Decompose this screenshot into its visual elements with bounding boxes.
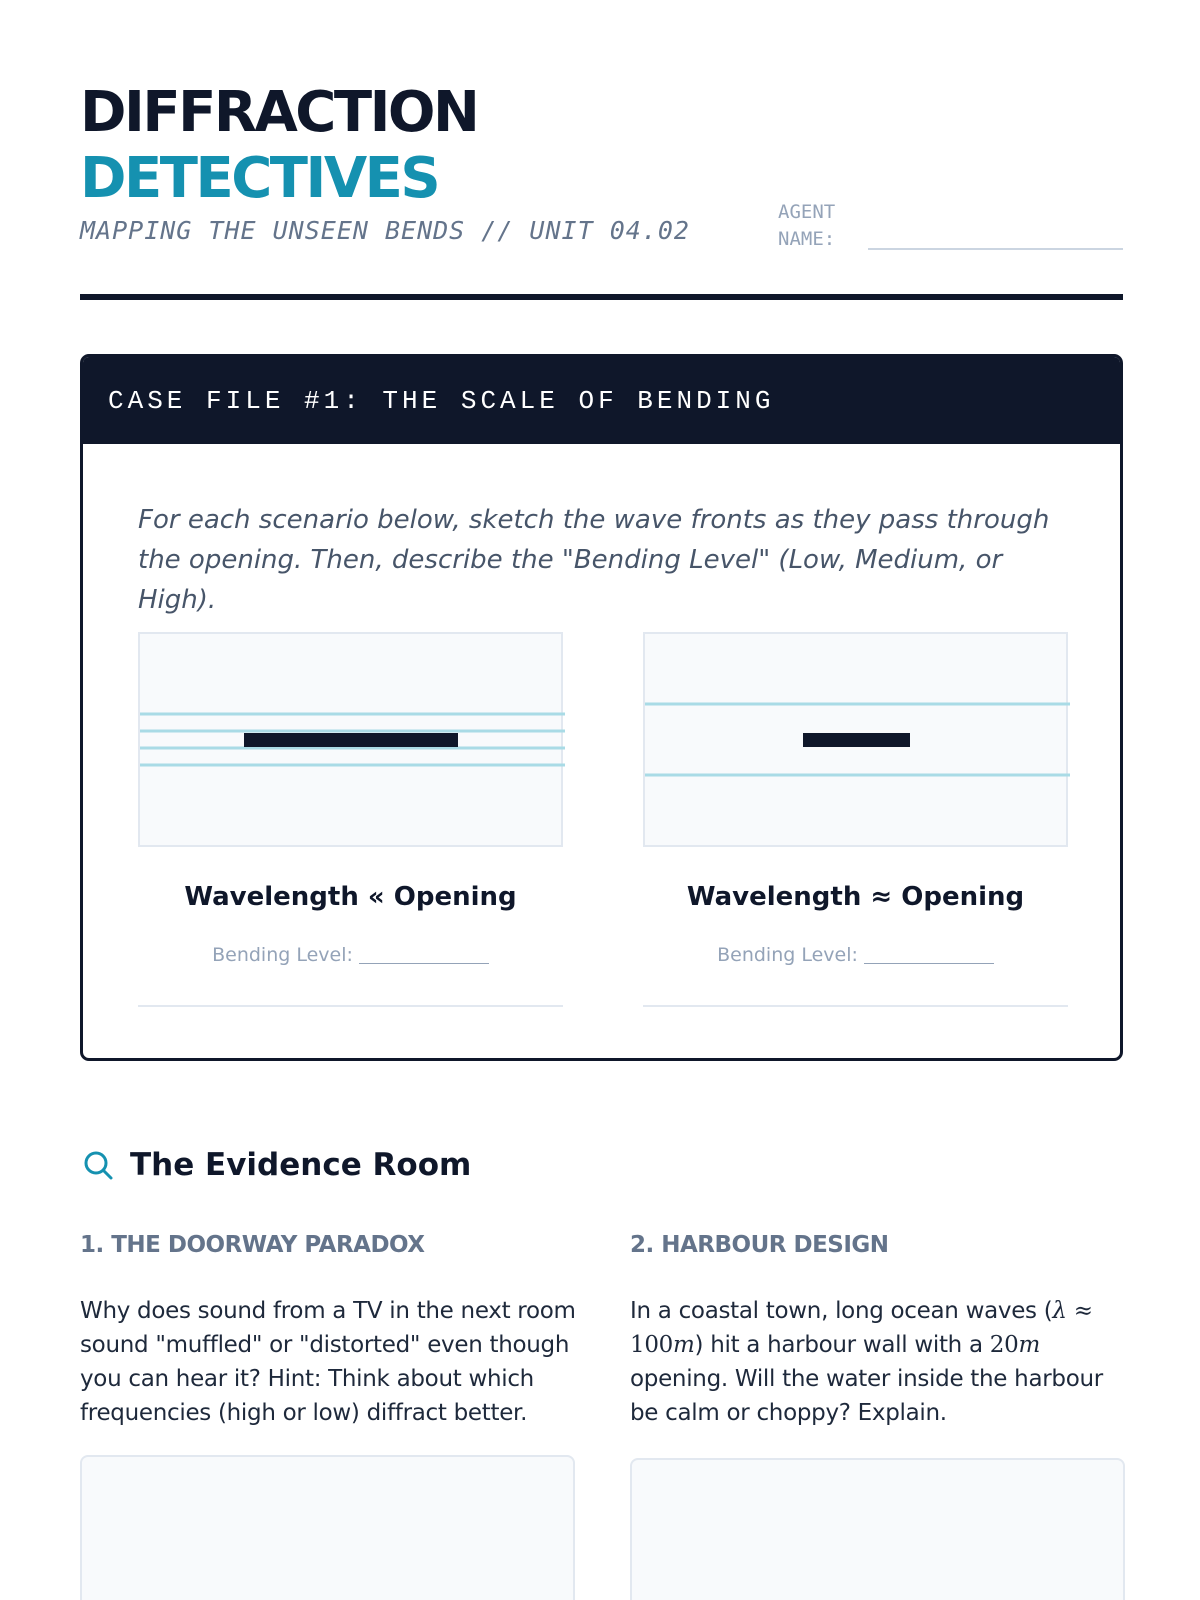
question-title: 1. THE DOORWAY PARADOX [80,1232,425,1258]
question-harbour-design [630,1232,1127,1426]
diagram-svg [645,634,1070,849]
diagram-svg [140,634,565,849]
question-text [630,1294,1127,1430]
barrier-wide-opening [244,733,458,747]
wavelength-unit: m [673,1332,695,1358]
scenario-divider [643,1005,1068,1007]
scenario-short-wavelength [138,632,563,1007]
opening-value: 20 [989,1332,1019,1358]
agent-name-blank[interactable] [868,228,1123,250]
bending-level-label: Bending Level: [717,944,858,966]
search-icon [82,1149,114,1181]
evidence-room-title: The Evidence Room [130,1147,472,1183]
case-file-card [80,354,1123,1061]
question-doorway-paradox [80,1232,577,1426]
evidence-room-heading [82,1147,471,1183]
bending-level-label: Bending Level: [212,944,353,966]
agent-name-field [778,199,1123,253]
case-file-header: CASE FILE #1: THE SCALE OF BENDING [83,357,1120,444]
opening-unit: m [1018,1332,1040,1358]
scenario-diagram[interactable] [138,632,563,847]
scenario-title: Wavelength « Opening [184,882,517,912]
agent-label-line-2: NAME: [778,228,836,250]
bending-level-blank[interactable] [359,962,489,964]
scenario-matched-wavelength [643,632,1068,1007]
header-divider [80,294,1123,300]
scenario-diagram[interactable] [643,632,1068,847]
case-file-instructions: For each scenario below, sketch the wave fronts as they pass through the opening. Then, describe the "Bending Level" (Low, Medium, or High). [138,505,1050,615]
approx-symbol: ≈ [1073,1298,1093,1324]
answer-box[interactable] [80,1455,575,1600]
barrier-narrow-opening [803,733,910,747]
question-title: 2. HARBOUR DESIGN [630,1232,889,1258]
wavelength-value: 100 [630,1332,673,1358]
answer-box[interactable] [630,1458,1125,1600]
bending-level-blank[interactable] [864,962,994,964]
worksheet-subtitle: MAPPING THE UNSEEN BENDS // UNIT 04.02 [80,216,690,245]
bending-level-field [138,944,563,966]
question-text-part: In a coastal town, long ocean waves ( [630,1298,1053,1324]
title-line-1: DIFFRACTION [80,80,478,145]
scenario-divider [138,1005,563,1007]
question-text: Why does sound from a TV in the next room sound "muffled" or "distorted" even though you can hear it? Hint: Think about which frequencies (high or low) diffract better. [80,1298,576,1426]
agent-name-label [778,199,854,253]
agent-label-line-1: AGENT [778,201,836,223]
title-line-2: DETECTIVES [80,146,439,211]
question-text-part: opening. Will the water inside the harbour be calm or choppy? Explain. [630,1366,1103,1426]
lambda-symbol: λ [1052,1298,1067,1324]
worksheet-title [80,80,477,212]
scenario-title: Wavelength ≈ Opening [686,882,1025,912]
bending-level-field [643,944,1068,966]
question-text-part: ) hit a harbour wall with a [694,1332,990,1358]
